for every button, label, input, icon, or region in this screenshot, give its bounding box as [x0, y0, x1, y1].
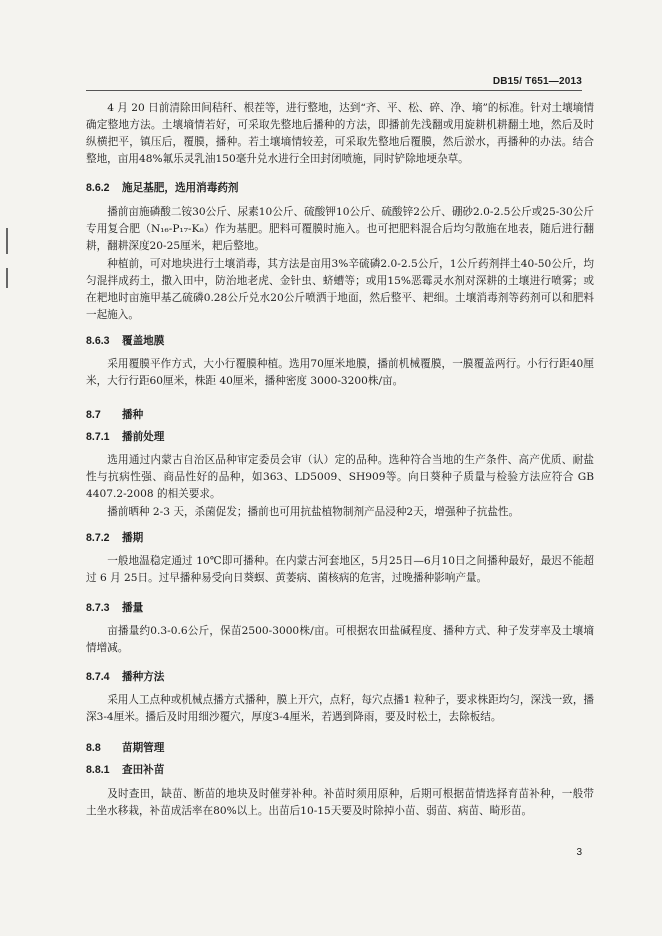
paragraph-sowing-date: 一般地温稳定通过 10℃即可播种。在内蒙古河套地区，5月25日—6月10日之间播种最好，最迟不能超过 6 月 25日。过早播种易受向日葵螟、黄萎病、菌核病的危害，过晚播种影响产量。	[86, 555, 594, 584]
section-number: 8.7.4	[86, 671, 110, 683]
section-number: 8.7.2	[86, 532, 110, 544]
paragraph-variety-selection: 选用通过内蒙古自治区品种审定委员会审（认）定的品种。选种符合当地的生产条件、高产优质、耐盐性与抗病性强、商品性好的品种，如363、LD5009、SH909等。向日葵种子质量与检验方法应符合 GB 4407.2-2008 的相关要求。	[86, 454, 594, 500]
section-number: 8.7.3	[86, 602, 110, 614]
paragraph-replanting: 及时查田，缺苗、断苗的地块及时催芽补种。补苗时须用原种，后期可根据苗情选择育苗补种，一般带土坐水移栽，补苗成活率在80%以上。出苗后10-15天要及时除掉小苗、弱苗、病苗、畸形苗。	[86, 788, 594, 817]
section-heading-8-8-1	[86, 763, 164, 777]
section-title: 查田补苗	[122, 764, 165, 776]
section-heading-8-6-2	[86, 181, 239, 195]
document-code: DB15/ T651—2013	[492, 76, 582, 87]
scan-margin-mark	[6, 228, 8, 254]
section-number: 8.6.3	[86, 335, 110, 347]
page-number: 3	[576, 847, 582, 858]
paragraph-base-fertilizer: 播前亩施磷酸二铵30公斤、尿素10公斤、硫酸钾10公斤、硫酸锌2公斤、硼砂2.0-2.5公斤或25-30公斤专用复合肥（N₁₆-P₁₇-K₈）作为基肥。肥料可覆膜时施入。也可把肥料混合后均匀散施在地表，随后进行翻耕，翻耕深度20-25厘米，耙后整地。	[86, 206, 594, 252]
section-number: 8.7.1	[86, 431, 110, 443]
section-heading-8-7-4	[86, 670, 164, 684]
section-title: 苗期管理	[122, 742, 165, 754]
section-title: 播前处理	[122, 431, 165, 443]
section-title: 播期	[122, 532, 144, 544]
section-title: 播量	[122, 602, 144, 614]
paragraph-seed-drying: 播前晒种 2-3 天，杀菌促发；播前也可用抗盐植物制剂产品浸种2天，增强种子抗盐性。	[107, 506, 520, 518]
paragraph-film-mulching: 采用覆膜平作方式，大小行覆膜种植。选用70厘米地膜，播前机械覆膜，一膜覆盖两行。小行行距40厘米，大行行距60厘米，株距 40厘米，播种密度 3000-3200株/亩。	[86, 358, 594, 387]
paragraph-soil-disinfection: 种植前，可对地块进行土壤消毒，其方法是亩用3%辛硫磷2.0-2.5公斤，1公斤药剂拌土40-50公斤，均匀混拌成药土，撒入田中，防治地老虎、金针虫、蛴螬等；或用15%恶霉灵水剂对深耕的土壤进行喷雾；或在耙地时亩施甲基乙硫磷0.28公斤兑水20公斤喷洒于地面，然后整平、耙细。土壤消毒剂等药剂可以和肥料一起施入。	[86, 258, 594, 321]
section-title: 覆盖地膜	[122, 335, 165, 347]
section-title: 播种方法	[122, 671, 165, 683]
section-heading-8-6-3	[86, 334, 164, 348]
section-heading-8-8	[86, 741, 164, 755]
paragraph-sowing-rate: 亩播量约0.3-0.6公斤，保苗2500-3000株/亩。可根据农田盐碱程度、播种方式、种子发芽率及土壤墒情增减。	[86, 625, 594, 654]
section-number: 8.6.2	[86, 182, 110, 194]
section-number: 8.8	[86, 742, 101, 754]
section-heading-8-7-1	[86, 430, 164, 444]
section-title: 施足基肥，选用消毒药剂	[122, 182, 239, 194]
section-heading-8-7-2	[86, 531, 143, 545]
scan-margin-mark	[6, 268, 8, 288]
paragraph-sowing-method: 采用人工点种或机械点播方式播种，膜上开穴，点籽，每穴点播1 粒种子，要求株距均匀，深浅一致，播深3-4厘米。播后及时用细沙覆穴，厚度3-4厘米，若遇到降雨，要及时松土，去除板结。	[86, 694, 595, 723]
section-number: 8.8.1	[86, 764, 110, 776]
section-title: 播种	[122, 409, 144, 421]
section-heading-8-7	[86, 408, 143, 422]
header-rule	[86, 90, 582, 91]
section-heading-8-7-3	[86, 601, 143, 615]
section-number: 8.7	[86, 409, 101, 421]
paragraph-land-prep: 4 月 20 日前清除田间秸秆、根茬等，进行整地，达到“齐、平、松、碎、净、墒”的标准。针对土壤墒情确定整地方法。土壤墒情若好，可采取先整地后播种的方法，即播前先浅翻或用旋耕机耕翻土地，然后及时纵横把平，镇压后，覆膜，播种。若土壤墒情较差，可采取先整地后覆膜，然后淤水，再播种的办法。结合整地，亩用48%氟乐灵乳油150毫升兑水进行全田封闭喷施，同时铲除地埂杂草。	[86, 102, 594, 165]
